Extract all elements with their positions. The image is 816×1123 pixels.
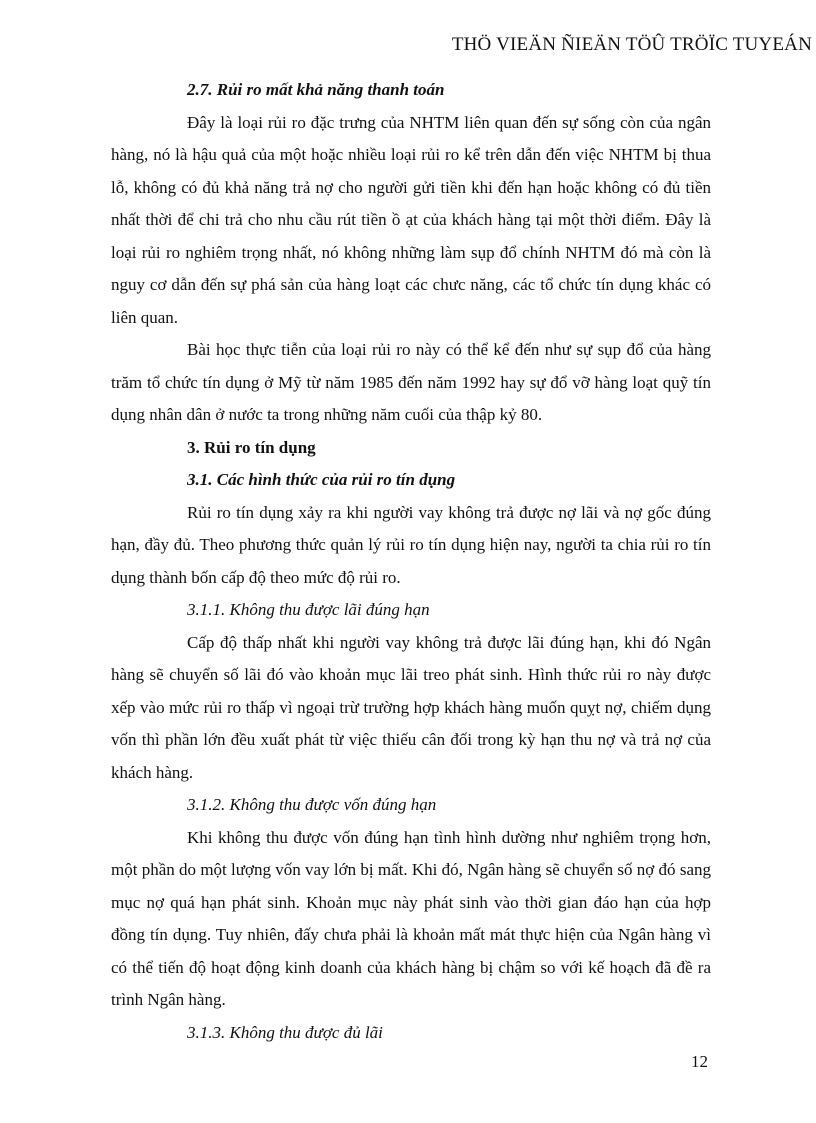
paragraph-historical-lesson: Bài học thực tiễn của loại rủi ro này có thể kể đến như sự sụp đổ của hàng trăm tổ chức tín dụng ở Mỹ từ năm 1985 đến năm 1992 hay sự đổ vỡ hàng loạt quỹ tín dụng nhân dân ở nước ta trong những năm cuối của thập kỷ 80. xyxy=(111,340,711,424)
running-header: THÖ VIEÄN ÑIEÄN TÖÛ TRÖÏC TUYEÁN xyxy=(451,34,812,55)
section-heading-3-1: 3.1. Các hình thức của rủi ro tín dụng xyxy=(187,470,456,489)
section-heading-3-1-2: 3.1.2. Không thu được vốn đúng hạn xyxy=(187,795,437,814)
paragraph-liquidity-risk: Đây là loại rủi ro đặc trưng của NHTM liên quan đến sự sống còn của ngân hàng, nó là hậu quả của một hoặc nhiều loại rủi ro kể trên dẫn đến việc NHTM bị thua lỗ, không có đủ khả năng trả nợ cho người gửi tiền khi đến hạn hoặc không có đủ tiền nhất thời để chi trả cho nhu cầu rút tiền ồ ạt của khách hàng tại một thời điểm. Đây là loại rủi ro nghiêm trọng nhất, nó không những làm sụp đổ chính NHTM đó mà còn là nguy cơ dẫn đến sự phá sản của hàng loạt các chưc năng, các tổ chức tín dụng khác có liên quan. xyxy=(111,112,711,327)
paragraph-credit-risk-intro: Rủi ro tín dụng xảy ra khi người vay không trả được nợ lãi và nợ gốc đúng hạn, đầy đủ. Theo phương thức quản lý rủi ro tín dụng hiện nay, người ta chia rủi ro tín dụng thành bốn cấp độ theo mức độ rủi ro. xyxy=(111,502,711,587)
page-number: 12 xyxy=(691,1052,708,1071)
section-heading-3-1-1: 3.1.1. Không thu được lãi đúng hạn xyxy=(187,600,430,619)
paragraph-principal-not-on-time: Khi không thu được vốn đúng hạn tình hình dường như nghiêm trọng hơn, một phần do một lượng vốn vay lớn bị mất. Khi đó, Ngân hàng sẽ chuyển số nợ đó sang mục nợ quá hạn phát sinh. Khoản mục này phát sinh vào thời gian đáo hạn của hợp đồng tín dụng. Tuy nhiên, đấy chưa phải là khoản mất mát thực hiện của Ngân hàng vì có thể tiến độ hoạt động kinh doanh của khách hàng bị chậm so với kế hoạch đã đề ra trình Ngân hàng. xyxy=(111,827,711,1009)
section-heading-3: 3. Rủi ro tín dụng xyxy=(187,437,316,457)
section-heading-3-1-3: 3.1.3. Không thu được đủ lãi xyxy=(187,1022,383,1042)
page-body xyxy=(111,74,711,1049)
paragraph-interest-not-on-time: Cấp độ thấp nhất khi người vay không trả được lãi đúng hạn, khi đó Ngân hàng sẽ chuyển số lãi đó vào khoản mục lãi treo phát sinh. Hình thức rủi ro này được xếp vào mức rủi ro thấp vì ngoại trừ trường hợp khách hàng muốn quỵt nợ, chiếm dụng vốn thì phần lớn đều xuất phát từ việc thiếu cân đối trong kỳ hạn thu nợ và trả nợ của khách hàng. xyxy=(111,632,711,782)
section-heading-2-7: 2.7. Rủi ro mất khả năng thanh toán xyxy=(187,80,445,99)
